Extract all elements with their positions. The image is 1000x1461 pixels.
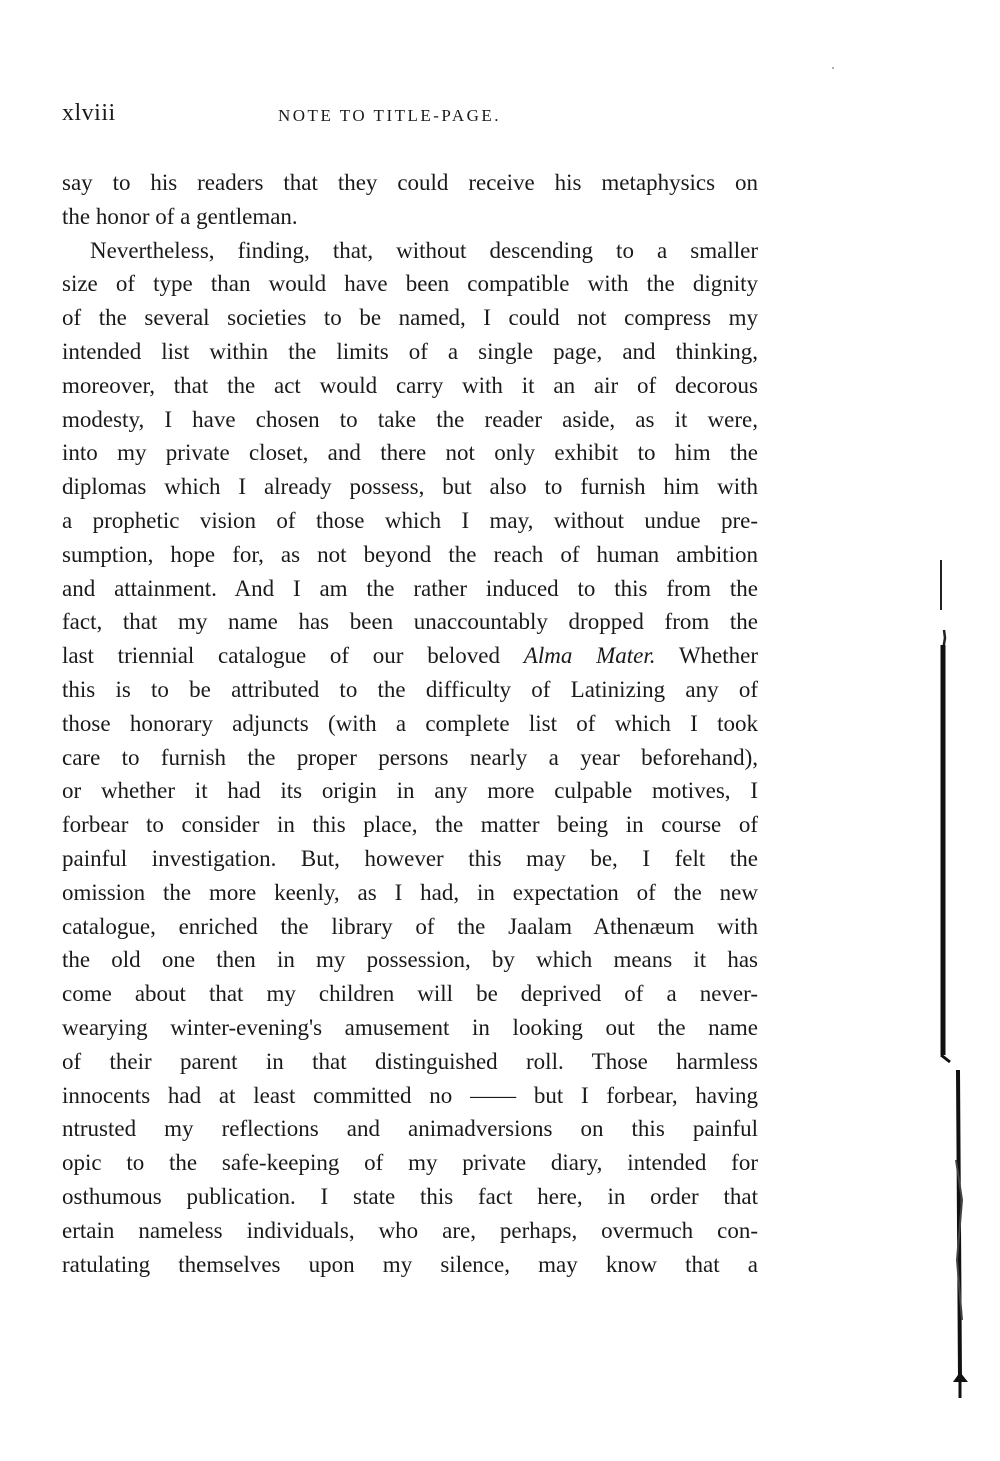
text-line: the honor of a gentleman. bbox=[62, 203, 298, 229]
text-line: ntrusted my reflections and animadversions on this painful bbox=[62, 1116, 758, 1142]
text-line: opic to the safe-keeping of my private diary, intended for bbox=[62, 1150, 758, 1176]
text-line: size of type than would have been compatible with the dignity bbox=[62, 271, 758, 297]
text-line: omission the more keenly, as I had, in expectation of the new bbox=[62, 879, 758, 905]
text-line: modesty, I have chosen to take the reader aside, as it were, bbox=[62, 406, 758, 432]
text-line: this is to be attributed to the difficulty of Latinizing any of bbox=[62, 676, 758, 702]
text-line: sumption, hope for, as not beyond the reach of human ambition bbox=[62, 541, 758, 567]
text-line: and attainment. And I am the rather induced to this from the bbox=[62, 575, 758, 601]
text-line: a prophetic vision of those which I may, without undue pre- bbox=[62, 507, 758, 533]
text-line: the old one then in my possession, by which means it has bbox=[62, 947, 758, 973]
text-line: those honorary adjuncts (with a complete list of which I took bbox=[62, 710, 758, 736]
text-line: or whether it had its origin in any more culpable motives, I bbox=[62, 778, 758, 804]
text-line: wearying winter-evening's amusement in looking out the name bbox=[62, 1014, 758, 1040]
text-line: painful investigation. But, however this may be, I felt the bbox=[62, 845, 758, 871]
text-line: forbear to consider in this place, the matter being in course of bbox=[62, 812, 758, 838]
text-segment: last triennial catalogue of our beloved bbox=[62, 643, 501, 669]
text-line: catalogue, enriched the library of the Jaalam Athenæum with bbox=[62, 913, 758, 939]
text-line: osthumous publication. I state this fact here, in order that bbox=[62, 1183, 758, 1209]
text-line: diplomas which I already possess, but also to furnish him with bbox=[62, 474, 758, 500]
text-line: intended list within the limits of a single page, and thinking, bbox=[62, 338, 758, 364]
text-line: of the several societies to be named, I could not compress my bbox=[62, 305, 758, 331]
scan-speck bbox=[832, 67, 834, 69]
running-head: NOTE TO TITLE-PAGE. bbox=[278, 106, 502, 125]
text-line: into my private closet, and there not only exhibit to him the bbox=[62, 440, 758, 466]
text-line: moreover, that the act would carry with it an air of decorous bbox=[62, 372, 758, 398]
text-line: ratulating themselves upon my silence, may know that a bbox=[62, 1251, 758, 1277]
text-line: care to furnish the proper persons nearly a year beforehand), bbox=[62, 744, 758, 770]
body-text bbox=[62, 166, 758, 1281]
text-line-with-italic bbox=[62, 639, 758, 673]
text-line: innocents had at least committed no —— but I forbear, having bbox=[62, 1082, 758, 1108]
italic-title: Alma Mater. bbox=[523, 643, 656, 669]
text-segment: Whether bbox=[678, 643, 758, 669]
page-number: xlviii bbox=[62, 100, 116, 126]
text-line: of their parent in that distinguished roll. Those harmless bbox=[62, 1048, 758, 1074]
text-line: say to his readers that they could receive his metaphysics on bbox=[62, 170, 758, 195]
binding-edge-shadow bbox=[938, 560, 978, 1410]
text-line: Nevertheless, finding, that, without descending to a smaller bbox=[90, 237, 758, 263]
text-line: come about that my children will be deprived of a never- bbox=[62, 981, 758, 1007]
text-line: ertain nameless individuals, who are, perhaps, overmuch con- bbox=[62, 1217, 758, 1243]
text-line: fact, that my name has been unaccountably dropped from the bbox=[62, 609, 758, 635]
